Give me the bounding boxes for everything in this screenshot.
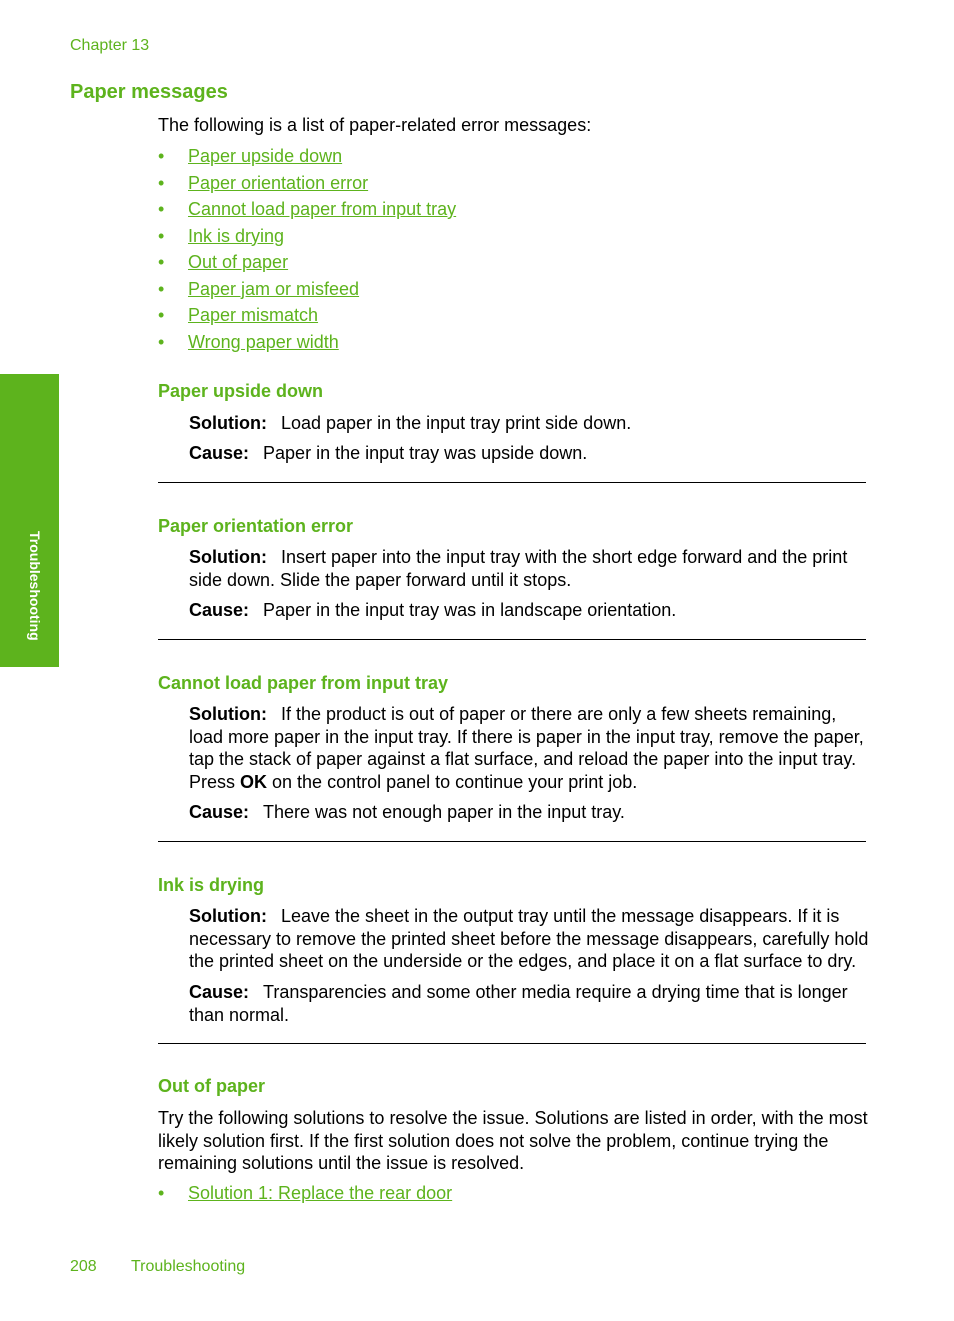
solution-label: Solution: xyxy=(189,704,267,724)
cause-cannot-load xyxy=(189,801,869,824)
cause-label: Cause: xyxy=(189,600,250,620)
bullet: • xyxy=(158,331,165,352)
link-paper-upside-down[interactable]: Paper upside down xyxy=(188,146,343,166)
cause-label: Cause: xyxy=(189,443,250,463)
solution-text: Load paper in the input tray print side down. xyxy=(280,413,632,433)
bullet: • xyxy=(158,252,165,272)
page-number: 208 xyxy=(70,1258,97,1275)
section-divider xyxy=(158,1043,866,1044)
section-heading-out-of-paper: Out of paper xyxy=(158,1076,265,1096)
link-wrong-paper-width[interactable]: Wrong paper width xyxy=(188,331,339,352)
solution-text: Insert paper into the input tray with the short edge forward and the print side down. Slide the paper forward until it stops. xyxy=(189,547,848,590)
bullet: • xyxy=(158,172,165,193)
link-out-of-paper[interactable]: Out of paper xyxy=(188,252,289,272)
solution-text: If the product is out of paper or there are only a few sheets remaining, load more paper in the input tray. If there is paper in the input tray, remove the paper, tap the stack of paper against a flat surface, and reload the paper into the input tray. Press xyxy=(189,704,864,792)
link-cannot-load-paper[interactable]: Cannot load paper from input tray xyxy=(188,199,457,219)
section-heading-cannot-load: Cannot load paper from input tray xyxy=(158,673,449,693)
link-ink-is-drying[interactable]: Ink is drying xyxy=(188,225,285,246)
solution-ink-drying xyxy=(189,905,869,973)
bullet: • xyxy=(158,305,165,325)
section-heading-upside-down: Paper upside down xyxy=(158,381,324,401)
link-paper-jam[interactable]: Paper jam or misfeed xyxy=(188,278,360,299)
cause-orientation xyxy=(189,599,869,622)
solution-label: Solution: xyxy=(189,413,267,433)
cause-text: Paper in the input tray was upside down. xyxy=(263,443,588,463)
side-tab-label: Troubleshooting xyxy=(27,531,43,641)
footer-title: Troubleshooting xyxy=(131,1258,246,1275)
link-paper-orientation-error[interactable]: Paper orientation error xyxy=(188,172,369,193)
cause-label: Cause: xyxy=(189,802,250,822)
link-paper-mismatch[interactable]: Paper mismatch xyxy=(188,305,319,325)
cause-text: Paper in the input tray was in landscape orientation. xyxy=(263,600,677,620)
cause-ink-drying xyxy=(189,981,869,1026)
solution-text-end: on the control panel to continue your print job. xyxy=(267,771,638,792)
bullet: • xyxy=(158,225,165,246)
cause-label: Cause: xyxy=(189,982,250,1002)
bullet: • xyxy=(158,278,165,299)
chapter-label: Chapter 13 xyxy=(70,37,150,54)
solution-cannot-load xyxy=(189,703,869,793)
section-heading-orientation: Paper orientation error xyxy=(158,516,354,536)
section-divider xyxy=(158,482,866,483)
solution-label: Solution: xyxy=(189,547,267,567)
section-divider xyxy=(158,841,866,842)
bullet: • xyxy=(158,1183,165,1203)
solution-link-item xyxy=(158,1181,758,1205)
solution-orientation xyxy=(189,546,869,591)
bullet: • xyxy=(158,199,165,219)
link-solution-1[interactable]: Solution 1: Replace the rear door xyxy=(188,1183,453,1203)
page-title: Paper messages xyxy=(70,81,228,103)
cause-upside-down xyxy=(189,442,869,465)
out-of-paper-text: Try the following solutions to resolve the issue. Solutions are listed in order, with the most likely solution first. If the first solution does not solve the problem, continue trying the remaining solutions until the issue is resolved. xyxy=(158,1108,868,1173)
cause-text: Transparencies and some other media require a drying time that is longer than normal. xyxy=(189,982,848,1025)
solution-text: Leave the sheet in the output tray until the message disappears. If it is necessary to remove the printed sheet before the message disappears, carefully hold the printed sheet on the underside or the edges, and place it on a flat surface to dry. xyxy=(189,906,869,971)
ok-button-name: OK xyxy=(240,771,268,792)
section-divider xyxy=(158,639,866,640)
intro-text: The following is a list of paper-related error messages: xyxy=(158,115,592,135)
solution-upside-down xyxy=(189,412,869,435)
section-heading-ink-drying: Ink is drying xyxy=(158,875,265,895)
cause-text: There was not enough paper in the input tray. xyxy=(263,802,625,822)
bullet: • xyxy=(158,146,165,166)
solution-label: Solution: xyxy=(189,906,267,926)
